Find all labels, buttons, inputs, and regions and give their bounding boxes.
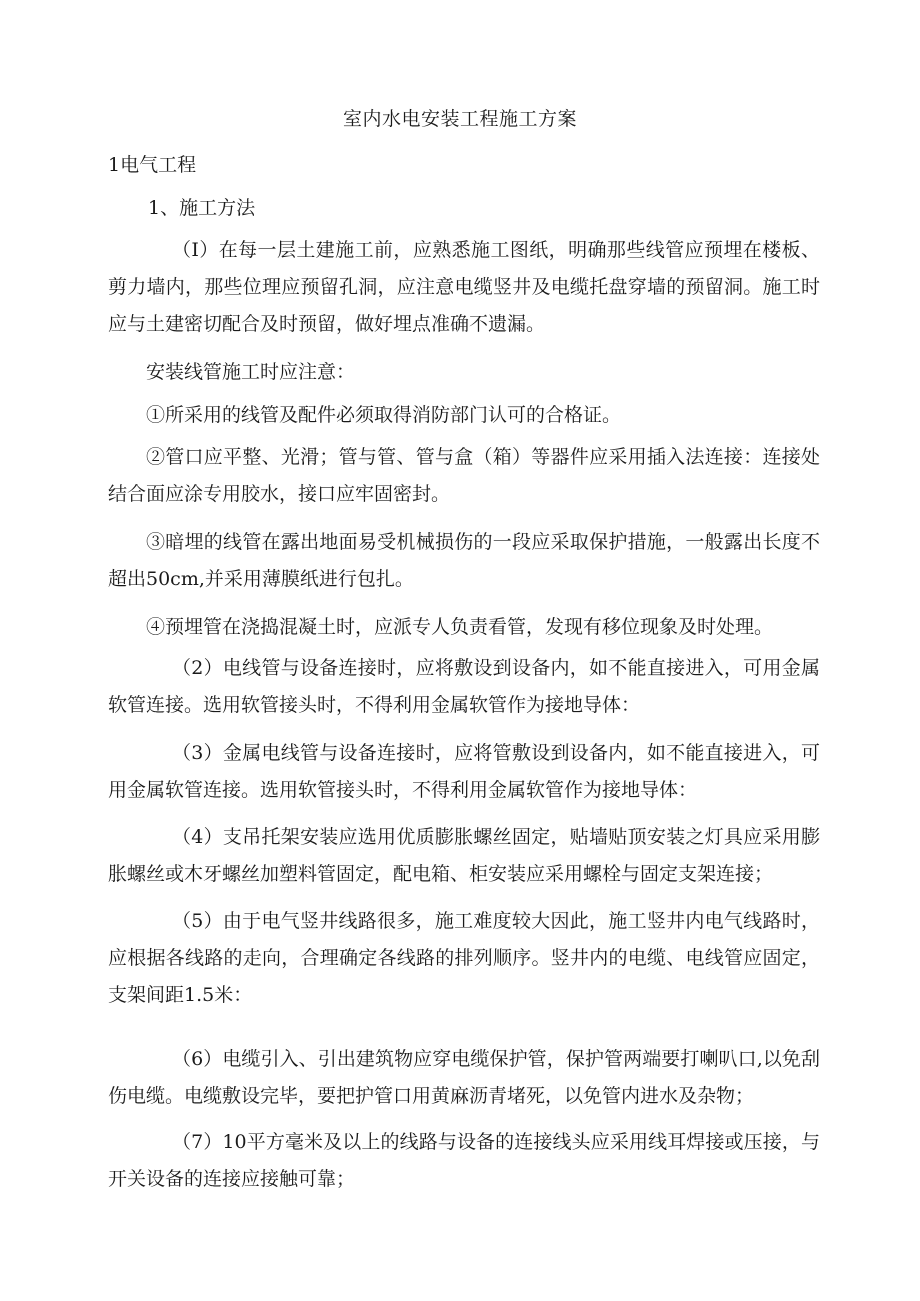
paragraph-8: （3）金属电线管与设备连接时，应将管敷设到设备内，如不能直接进入，可用金属软管连接。选用软管接头时，不得利用金属软管作为接地导体：	[108, 742, 820, 801]
paragraph-11: （6）电缆引入、引出建筑物应穿电缆保护管，保护管两端要打喇叭口,以免刮伤电缆。电缆敷设完毕，要把护管口用黄麻沥青堵死，以免管内进水及杂物；	[108, 1048, 820, 1107]
document-title: 室内水电安装工程施工方案	[342, 108, 577, 130]
paragraph-7: （2）电线管与设备连接时，应将敷设到设备内，如不能直接进入，可用金属软管连接。选用软管接头时，不得利用金属软管作为接地导体：	[108, 657, 820, 716]
paragraph-6: ④预埋管在浇捣混凝土时，应派专人负责看管，发现有移位现象及时处理。	[146, 616, 774, 638]
subsection-heading: 1、施工方法	[148, 197, 256, 219]
paragraph-2: 安装线管施工时应注意：	[146, 361, 356, 383]
paragraph-4: ②管口应平整、光滑；管与管、管与盒（箱）等器件应采用插入法连接：连接处结合面应涂专用胶水，接口应牢固密封。	[108, 446, 820, 505]
paragraph-12: （7）10平方毫米及以上的线路与设备的连接线头应采用线耳焊接或压接，与开关设备的连接应接触可靠；	[108, 1131, 820, 1190]
paragraph-1: （I）在每一层土建施工前，应熟悉施工图纸，明确那些线管应预埋在楼板、剪力墙内，那些位理应预留孔洞，应注意电缆竖井及电缆托盘穿墙的预留洞。施工时应与土建密切配合及时预留，做好埋点准确不遗漏。	[108, 239, 820, 335]
paragraph-5: ③暗埋的线管在露出地面易受机械损伤的一段应采取保护措施，一般露出长度不超出50cm,并采用薄膜纸进行包扎。	[108, 531, 820, 590]
section-heading: 1电气工程	[108, 154, 197, 176]
paragraph-3: ①所采用的线管及配件必须取得消防部门认可的合格证。	[146, 404, 622, 426]
paragraph-9: （4）支吊托架安装应选用优质膨胀螺丝固定，贴墙贴顶安装之灯具应采用膨胀螺丝或木牙螺丝加塑料管固定，配电箱、柜安装应采用螺栓与固定支架连接；	[108, 826, 820, 885]
paragraph-10: （5）由于电气竖井线路很多，施工难度较大因此，施工竖井内电气线路时，应根据各线路的走向，合理确定各线路的排列顺序。竖井内的电缆、电线管应固定，支架间距1.5米：	[108, 910, 820, 1006]
